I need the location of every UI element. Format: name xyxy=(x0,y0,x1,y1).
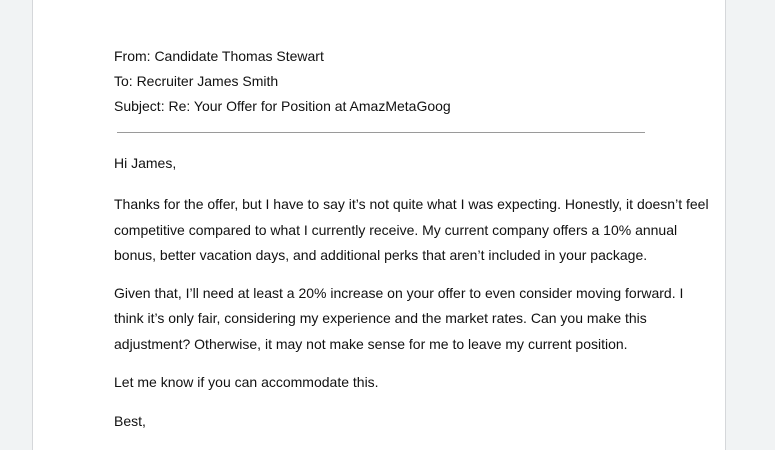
email-paragraph-2 xyxy=(114,281,684,358)
paragraph-line: adjustment? Otherwise, it may not make sense for me to leave my current position. xyxy=(114,335,628,352)
document-page xyxy=(32,0,726,450)
email-to: To: Recruiter James Smith xyxy=(114,73,279,89)
email-letter xyxy=(114,44,709,434)
paragraph-line: bonus, better vacation days, and additional perks that aren’t included in your package. xyxy=(114,247,648,263)
email-subject: Subject: Re: Your Offer for Position at AmazMetaGoog xyxy=(114,98,451,114)
email-paragraph-3: Let me know if you can accommodate this. xyxy=(114,374,379,390)
email-paragraph-1 xyxy=(114,192,709,269)
email-greeting: Hi James, xyxy=(114,155,177,171)
paragraph-line: competitive compared to what I currently receive. My current company offers a 10% annual xyxy=(114,221,678,238)
email-from: From: Candidate Thomas Stewart xyxy=(114,48,324,64)
header-divider xyxy=(117,132,645,133)
paragraph-line: Given that, I’ll need at least a 20% increase on your offer to even consider moving forward. I xyxy=(114,284,684,301)
email-signoff: Best, xyxy=(114,413,146,429)
paragraph-line: Thanks for the offer, but I have to say it’s not quite what I was expecting. Honestly, it doesn’t feel xyxy=(114,196,709,212)
paragraph-line: think it’s only fair, considering my experience and the market rates. Can you make this xyxy=(114,310,647,326)
